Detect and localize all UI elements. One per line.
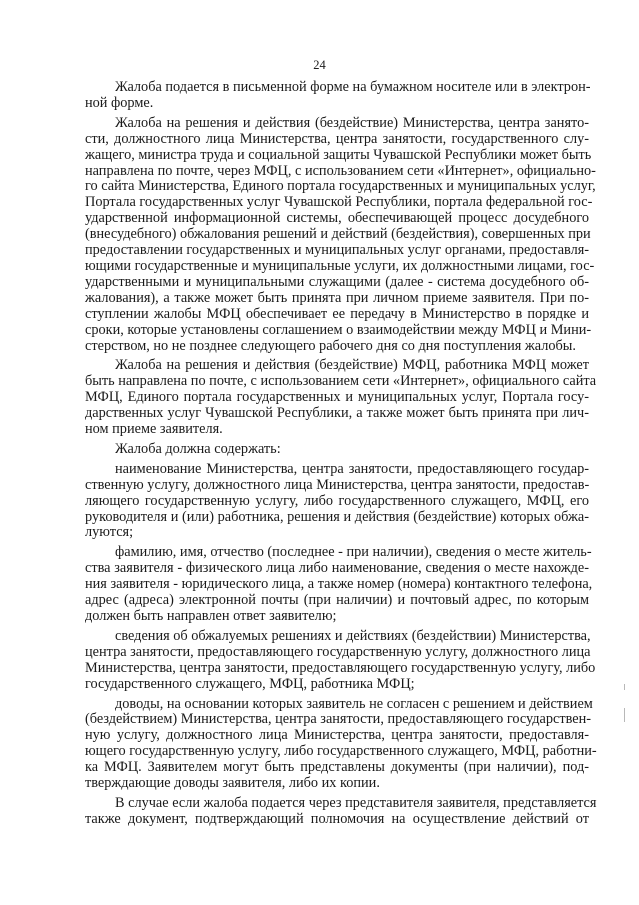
text-line: центра занятости, предоставляющего государственную услугу, должностного лица (85, 643, 591, 660)
paragraph (85, 357, 597, 438)
paragraph (85, 544, 593, 625)
text-line: сроки, которые установлены соглашением о взаимодействии между МФЦ и Мини- (85, 321, 592, 338)
text-line: ющего государственную услугу, либо государственного служащего, МФЦ, работни- (85, 743, 597, 760)
text-line: Жалоба на решения и действия (бездействие) МФЦ, работника МФЦ может (115, 357, 589, 374)
text-line: МФЦ, Единого портала государственных и муниципальных услуг, Портала госу- (85, 389, 589, 406)
page-number: 24 (313, 58, 326, 72)
text-line: Министерства, центра занятости, предоставляющего государственную услугу, либо (85, 659, 596, 676)
text-line: ственную услугу, должностного лица Министерства, центра занятости, предостав- (85, 476, 590, 493)
text-line: дарственных услуг Чувашской Республики, а также может быть принята при лич- (85, 405, 589, 422)
margin-mark (624, 708, 625, 722)
text-line: стерством, но не позднее следующего рабочего дня со дня поступления жалобы. (85, 337, 576, 354)
text-line: жалования), а также может быть принята при личном приеме заявителя. При по- (85, 289, 589, 306)
text-line: ляющего государственную услугу, либо государственного служащего, МФЦ, его (85, 492, 589, 509)
text-line: луются; (85, 524, 134, 541)
text-line: ударственной информационной системы, обеспечивающей процесс досудебного (85, 210, 589, 227)
paragraph (85, 442, 589, 458)
paragraph (85, 695, 597, 792)
text-line: также документ, подтверждающий полномочия на осуществление действий от (85, 810, 589, 827)
text-line: государственного служащего, МФЦ, работника МФЦ; (85, 675, 415, 692)
text-line: го сайта Министерства, Единого портала государственных и муниципальных услуг, (85, 178, 596, 195)
text-line: ную услугу, должностного лица Министерства, центра занятости, предоставля- (85, 727, 589, 744)
text-line: направлена по почте, через МФЦ, с использованием сети «Интернет», официально- (85, 162, 596, 179)
text-line: ка МФЦ. Заявителем могут быть представлены документы (при наличии), под- (85, 759, 589, 776)
text-line: ударственными и муниципальными служащими (далее - система досудебного об- (85, 273, 589, 290)
text-line: доводы, на основании которых заявитель не согласен с решением и действием (115, 695, 593, 712)
text-line: Жалоба должна содержать: (115, 440, 281, 457)
text-line: руководителя и (или) работника, решения и действия (бездействие) которых обжа- (85, 508, 589, 525)
text-line: ния заявителя - юридического лица, а также номер (номера) контактного телефона, (85, 576, 593, 593)
text-line: жащего, министра труда и социальной защиты Чувашской Республики может быть (85, 146, 592, 163)
paragraph (85, 114, 596, 355)
text-line: ступлении жалобы МФЦ обеспечивает ее передачу в Министерство в порядке и (85, 305, 589, 322)
text-line: Жалоба подается в письменной форме на бумажном носителе или в электрон- (115, 79, 591, 95)
text-line: должен быть направлен ответ заявителю; (85, 608, 337, 624)
text-line: фамилию, имя, отчество (последнее - при наличии), сведения о месте житель- (115, 544, 592, 561)
text-line: В случае если жалоба подается через представителя заявителя, представляется (115, 794, 597, 811)
paragraph (85, 80, 589, 112)
text-line: наименование Министерства, центра занятости, предоставляющего государ- (115, 460, 589, 477)
text-line: ном приеме заявителя. (85, 421, 223, 438)
text-line: тверждающие доводы заявителя, либо их копии. (85, 775, 380, 792)
text-line: ства заявителя - физического лица либо наименование, сведения о месте нахожде- (85, 560, 589, 577)
text-line: адрес (адреса) электронной почты (при наличии) и почтовый адрес, по которым (85, 592, 589, 609)
text-line: сведения об обжалуемых решениях и действиях (бездействии) Министерства, (115, 627, 591, 644)
text-line: (внесудебного) обжалования решений и действий (бездействия), совершенных при (85, 226, 591, 243)
text-line: ной форме. (85, 94, 154, 111)
text-line: Портала государственных услуг Чувашской Республики, портала федеральной гос- (85, 194, 593, 211)
paragraph (85, 794, 597, 828)
text-line: Жалоба на решения и действия (бездействие) Министерства, центра занято- (115, 114, 589, 131)
paragraph (85, 627, 596, 693)
text-line: (бездействием) Министерства, центра занятости, предоставляющего государствен- (85, 711, 592, 728)
text-line: быть направлена по почте, с использованием сети «Интернет», официального сайта (85, 373, 597, 390)
text-line: ющими государственные и муниципальные услуги, их должностными лицами, гос- (85, 257, 595, 274)
text-line: предоставлении государственных и муниципальных услуг органами, предоставля- (85, 242, 590, 259)
text-line: сти, должностного лица Министерства, центра занятости, государственного слу- (85, 130, 589, 147)
margin-mark (624, 684, 625, 690)
paragraph (85, 462, 589, 542)
document-body (85, 79, 597, 828)
